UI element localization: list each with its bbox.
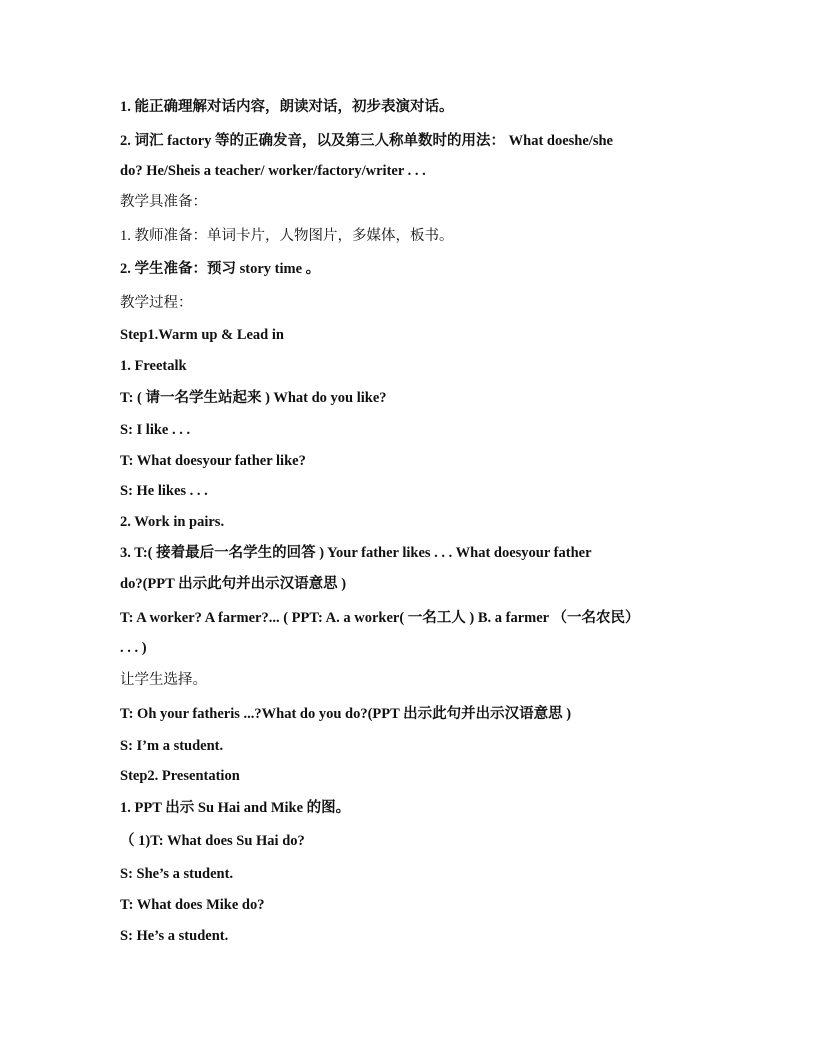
freetalk-heading: 1. Freetalk <box>120 358 187 374</box>
dialogue-line: T: What doesyour father like? <box>120 453 306 469</box>
pairwork-heading: 2. Work in pairs. <box>120 514 225 530</box>
objective-2-cont: do? He/Sheis a teacher/ worker/factory/writer . . . <box>120 163 426 179</box>
dialogue-line-cont: . . . ) <box>120 640 147 656</box>
materials-teacher: 1. 教师准备：单词卡片，人物图片，多媒体，板书。 <box>120 228 454 244</box>
instruction-line: 让学生选择。 <box>120 672 207 688</box>
dialogue-line: S: I’m a student. <box>120 738 224 754</box>
step1-heading: Step1.Warm up & Lead in <box>120 327 284 343</box>
dialogue-line: T: ( 请一名学生站起来 ) What do you like? <box>120 390 387 406</box>
dialogue-line: （ 1)T: What does Su Hai do? <box>120 833 305 849</box>
objective-2: 2. 词汇 factory 等的正确发音，以及第三人称单数时的用法： What doeshe/she <box>120 133 613 149</box>
dialogue-line: T: A worker? A farmer?... ( PPT: A. a worker( 一名工人 ) B. a farmer （一名农民） <box>120 610 640 626</box>
dialogue-line: S: I like . . . <box>120 422 191 438</box>
dialogue-line: S: He’s a student. <box>120 928 229 944</box>
dialogue-line-cont: do?(PPT 出示此句并出示汉语意思 ) <box>120 576 347 592</box>
presentation-item: 1. PPT 出示 Su Hai and Mike 的图。 <box>120 800 351 816</box>
step2-heading: Step2. Presentation <box>120 768 240 784</box>
dialogue-line: T: What does Mike do? <box>120 897 265 913</box>
dialogue-line: S: He likes . . . <box>120 483 208 499</box>
dialogue-line: 3. T:( 接着最后一名学生的回答 ) Your father likes . . . What doesyour father <box>120 545 592 561</box>
materials-heading: 教学具准备： <box>120 194 207 210</box>
dialogue-line: T: Oh your fatheris ...?What do you do?(PPT 出示此句并出示汉语意思 ) <box>120 706 572 722</box>
materials-student: 2. 学生准备：预习 story time 。 <box>120 261 321 277</box>
objective-1: 1. 能正确理解对话内容，朗读对话，初步表演对话。 <box>120 99 454 115</box>
dialogue-line: S: She’s a student. <box>120 866 234 882</box>
process-heading: 教学过程： <box>120 295 193 311</box>
